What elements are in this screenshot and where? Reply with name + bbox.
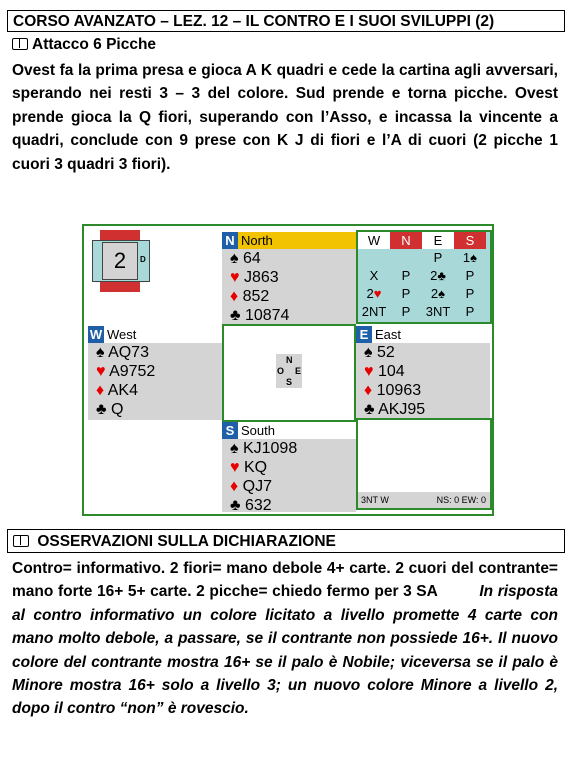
bridge-board	[82, 224, 494, 516]
observations-title: OSSERVAZIONI SULLA DICHIARAZIONE	[7, 529, 565, 553]
bid-row	[358, 267, 490, 285]
south-hand	[222, 422, 356, 512]
east-spades: ♠ 52	[364, 344, 395, 361]
page-title: CORSO AVANZATO – LEZ. 12 – IL CONTRO E I SUOI SVILUPPI (2)	[7, 10, 565, 32]
compass-w: O	[277, 366, 285, 376]
compass-box	[222, 324, 356, 422]
contract-label: 3NT W	[361, 495, 389, 505]
west-diamonds: ♦ AK4	[96, 382, 138, 399]
south-tag: S	[222, 422, 238, 439]
west-spades: ♠ AQ73	[96, 344, 149, 361]
compass-s: S	[286, 377, 293, 387]
west-name: West	[107, 327, 137, 342]
book-icon	[12, 38, 28, 50]
bid-header-w: W	[358, 232, 390, 249]
bid-cell: P	[465, 286, 475, 301]
board-number: 2	[102, 242, 138, 280]
north-clubs: ♣ 10874	[230, 307, 290, 324]
score-label: NS: 0 EW: 0	[436, 495, 486, 505]
bid-cell: X	[369, 268, 379, 283]
south-hearts: ♥ KQ	[230, 459, 268, 476]
north-spades: ♠ 64	[230, 250, 261, 267]
north-diamonds: ♦ 852	[230, 288, 270, 305]
bid-header-e: E	[422, 232, 454, 249]
bid-cell: 3NT	[425, 304, 451, 319]
south-name: South	[241, 423, 275, 438]
board-number-box	[88, 230, 154, 292]
bid-header-s: S	[454, 232, 486, 249]
north-tag: N	[222, 232, 238, 249]
bid-row	[358, 249, 490, 267]
south-clubs: ♣ 632	[230, 497, 272, 514]
east-hand	[356, 326, 490, 420]
bid-row	[358, 285, 490, 303]
bid-cell: P	[401, 286, 411, 301]
book-icon	[13, 535, 29, 547]
compass-e: E	[295, 366, 302, 376]
south-spades: ♠ KJ1098	[230, 440, 298, 457]
east-clubs: ♣ AKJ95	[364, 401, 426, 418]
north-name: North	[241, 233, 273, 248]
west-clubs: ♣ Q	[96, 401, 124, 418]
observations-plain: Contro= informativo. 2 fiori= mano debole 4+ carte. 2 cuori del contrante= mano forte 16+ 5+ carte. 2 picche= chiedo fermo per 3 SA	[12, 560, 558, 601]
dealer-mark: D	[140, 255, 146, 264]
bid-cell: 1♠	[462, 250, 478, 265]
bid-cell: 2NT	[361, 304, 387, 319]
bidding-box	[356, 230, 492, 324]
play-description: Ovest fa la prima presa e gioca A K quadri e cede la cartina agli avversari, sperando nei resti 3 – 3 del colore. Sud prende e torna picche. Ovest prende gioca la Q fiori, superando con l’Asso, e incassa la vincente a quadri, conclude con 9 prese con K J di fiori e l’A di cuori (2 picche 1 cuori 3 quadri 3 fiori).	[12, 62, 558, 173]
bid-cell: 2♠	[430, 286, 446, 301]
bid-header-n: N	[390, 232, 422, 249]
bid-cell: 2♣	[430, 268, 446, 283]
west-hand	[88, 326, 222, 420]
bid-cell: P	[465, 304, 475, 319]
east-diamonds: ♦ 10963	[364, 382, 422, 399]
bid-cell: P	[433, 250, 443, 265]
bid-cell: P	[401, 304, 411, 319]
observations-text	[12, 557, 558, 721]
east-tag: E	[356, 326, 372, 343]
west-tag: W	[89, 327, 103, 342]
bid-cell: P	[465, 268, 475, 283]
bid-cell: P	[401, 268, 411, 283]
north-hearts: ♥ J863	[230, 269, 279, 286]
north-hand	[222, 232, 356, 324]
result-box	[356, 418, 492, 510]
bid-row	[358, 303, 490, 321]
compass-n: N	[286, 355, 293, 365]
bid-cell: 2♥	[366, 286, 382, 301]
east-name: East	[375, 327, 402, 342]
observations-italic: In risposta al contro informativo un colore licitato a livello promette 4 carte con mano molto debole, a passare, se il contrante non possiede 16+. Il nuovo colore del contrante mostra 16+ se il palo è Nobile; viceversa se il palo è Minore mostra 16+ solo a livello 3; un nuovo colore Minore a livello 2, dopo il contro “non” è rovescio.	[12, 583, 558, 718]
south-diamonds: ♦ QJ7	[230, 478, 272, 495]
east-hearts: ♥ 104	[364, 363, 405, 380]
lead-heading: Attacco 6 Picche	[12, 34, 156, 56]
west-hearts: ♥ A9752	[96, 363, 156, 380]
